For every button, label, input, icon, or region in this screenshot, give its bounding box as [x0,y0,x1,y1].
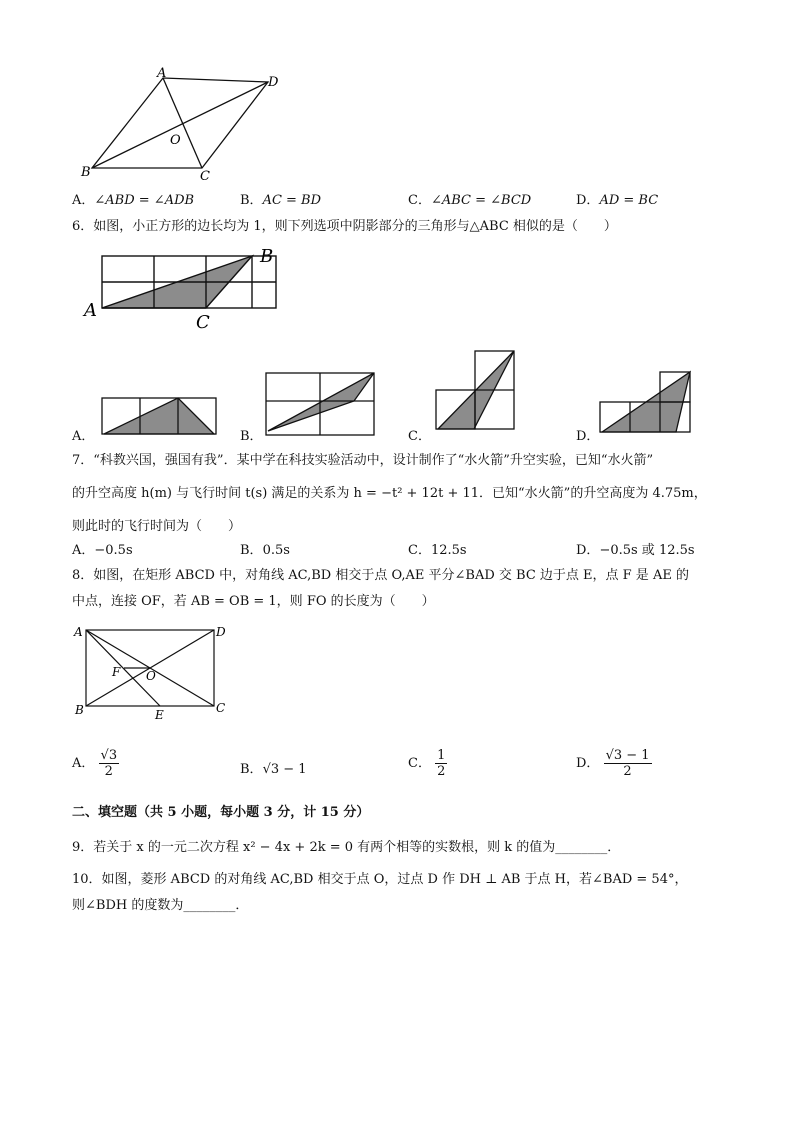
q6-stem: 6．如图，小正方形的边长均为 1，则下列选项中阴影部分的三角形与△ABC 相似的是（ ） [72,219,617,234]
q8-option-d[interactable] [576,748,652,779]
fraction-numerator: 1 [437,748,446,763]
q6-option-d[interactable] [576,425,599,444]
q5-figure [78,64,298,184]
fraction-denominator: 2 [437,764,446,779]
q7-option-c[interactable] [408,539,467,558]
q6-option-c[interactable] [408,425,431,444]
option-text: −0.5s 或 12.5s [599,543,695,558]
q8-line-2: 中点，连接 OF，若 AB = OB = 1，则 FO 的长度为（ ） [72,594,435,609]
option-fraction [435,748,447,779]
q8-label-b: B [75,703,84,717]
q7-option-a[interactable] [72,539,133,558]
q9-text: 9．若关于 x 的一元二次方程 x² − 4x + 2k = 0 有两个相等的实数根，则 k 的值为________． [72,840,621,855]
option-letter: C． [408,429,431,444]
option-letter: D． [576,429,600,444]
q7-option-d[interactable] [576,539,695,558]
q8-label-e: E [155,708,164,722]
option-text: AD = BC [599,193,659,208]
option-letter: C． [408,543,431,558]
option-letter: B． [240,543,263,558]
q6-option-c-figure [434,349,518,433]
q7-option-b[interactable] [240,539,290,558]
fraction-numerator: √3 [100,748,118,763]
q7-line-1: 7．“科教兴国，强国有我”．某中学在科技实验活动中，设计制作了“水火箭”升空实验，已知“水火箭” [72,453,654,468]
option-letter: A． [72,543,95,558]
option-letter: B． [240,193,263,208]
q6-option-d-figure [598,370,696,436]
q8-option-c[interactable] [408,748,447,779]
fraction-denominator: 2 [623,764,632,779]
option-letter: D． [576,193,600,208]
option-text: ∠ABD = ∠ADB [94,193,195,208]
option-letter: A． [72,756,95,771]
fraction-denominator: 2 [104,764,113,779]
q10-line-2: 则∠BDH 的度数为________． [72,898,249,913]
option-text: 12.5s [430,543,467,558]
q5-label-d: D [268,75,279,90]
option-letter: D． [576,543,600,558]
option-letter: B． [240,429,263,444]
q8-label-o: O [146,669,156,683]
option-fraction [604,748,652,779]
q8-label-f: F [112,665,121,679]
q5-option-a[interactable] [72,189,194,208]
option-letter: D． [576,756,600,771]
q10-line-1: 10．如图，菱形 ABCD 的对角线 AC,BD 相交于点 O，过点 D 作 DH ⊥ AB 于点 H，若∠BAD = 54°， [72,872,688,887]
q8-label-a: A [74,625,83,639]
fraction-numerator: √3 − 1 [605,748,650,763]
option-text: √3 − 1 [262,762,307,777]
q5-label-a: A [157,66,167,81]
q6-option-a[interactable] [72,425,94,444]
q5-label-o: O [170,133,181,148]
q8-label-d: D [216,625,226,639]
q5-label-c: C [200,169,210,184]
q7-line-3: 则此时的飞行时间为（ ） [72,519,242,534]
q8-figure [72,622,238,724]
q6-main-figure [82,244,292,334]
q8-option-a[interactable] [72,748,119,779]
section-heading: 二、填空题（共 5 小题，每小题 3 分，计 15 分） [72,805,370,820]
option-text: −0.5s [94,543,133,558]
option-letter: B． [240,762,263,777]
option-text: 0.5s [262,543,290,558]
q5-option-d[interactable] [576,189,658,208]
q8-line-1: 8．如图，在矩形 ABCD 中，对角线 AC,BD 相交于点 O,AE 平分∠BAD 交 BC 边于点 E，点 F 是 AE 的 [72,568,689,583]
q6-label-a: A [84,300,97,321]
q7-line-2: 的升空高度 h(m) 与飞行时间 t(s) 满足的关系为 h = −t² + 12t + 11．已知“水火箭”的升空高度为 4.75m， [72,486,707,501]
q6-option-b[interactable] [240,425,263,444]
q5-label-b: B [81,165,91,180]
q5-option-c[interactable] [408,189,531,208]
option-letter: C． [408,756,431,771]
option-text: AC = BD [262,193,322,208]
option-text: ∠ABC = ∠BCD [430,193,532,208]
q5-option-b[interactable] [240,189,321,208]
option-letter: C． [408,193,431,208]
q6-label-b: B [260,246,274,267]
q8-option-b[interactable] [240,758,307,777]
q6-option-a-figure [100,396,220,438]
option-letter: A． [72,429,95,444]
q6-label-c: C [196,312,210,333]
option-letter: A． [72,193,95,208]
option-fraction [99,748,120,779]
q8-label-c: C [216,701,226,715]
q6-option-b-figure [264,371,378,439]
